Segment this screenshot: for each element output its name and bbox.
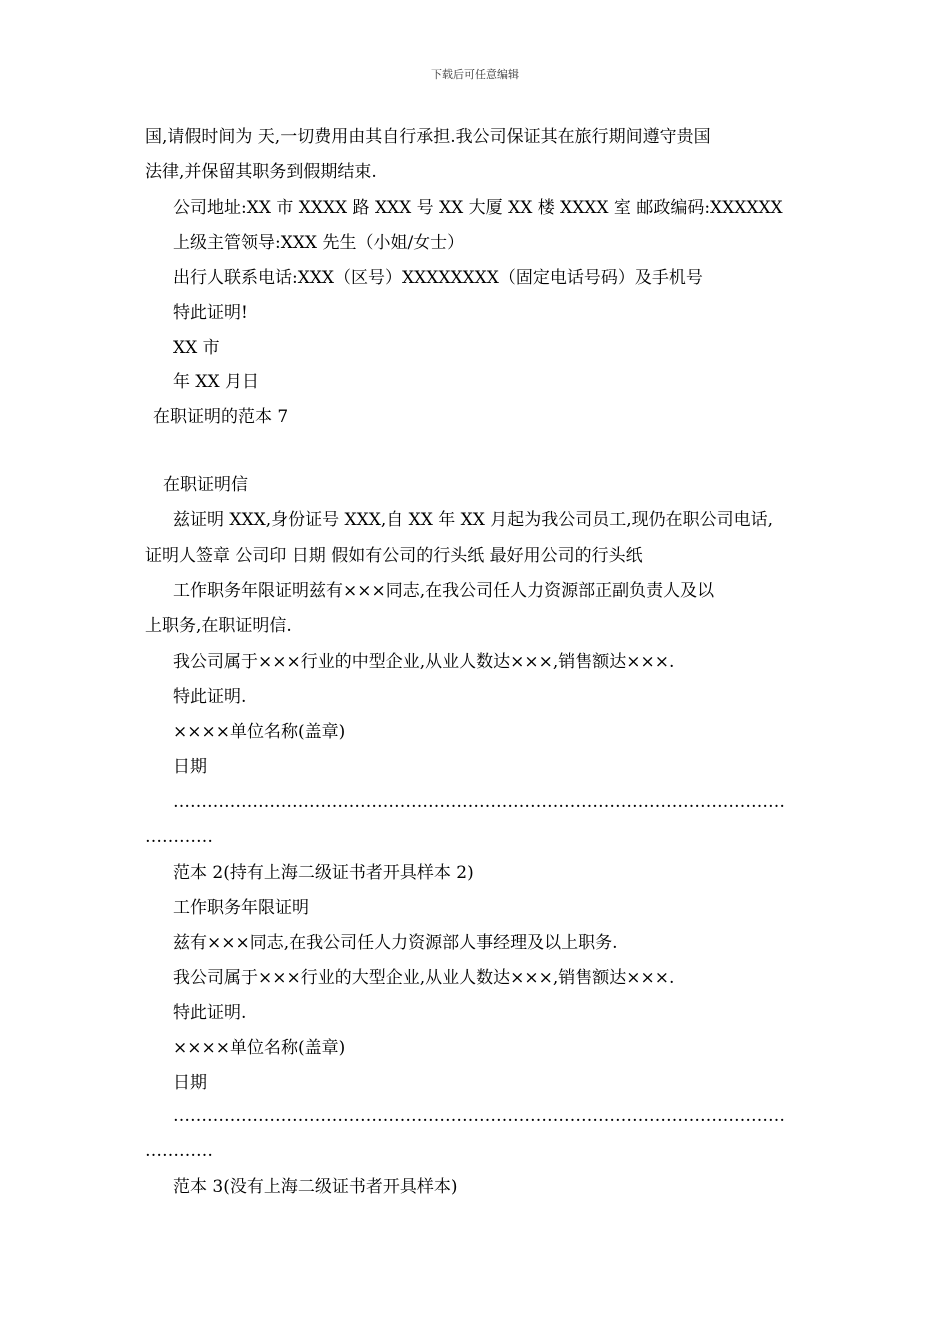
body-line: 兹有×××同志,在我公司任人力资源部人事经理及以上职务. — [173, 933, 618, 953]
dotted-separator: ………… — [145, 827, 213, 847]
body-line: 我公司属于×××行业的中型企业,从业人数达×××,销售额达×××. — [173, 652, 675, 672]
section-title: 范本 2(持有上海二级证书者开具样本 2) — [173, 863, 474, 883]
dotted-separator: ………… — [145, 1141, 213, 1161]
body-line: 上职务,在职证明信. — [145, 616, 292, 636]
body-line: 公司地址:XX 市 XXXX 路 XXX 号 XX 大厦 XX 楼 XXXX 室 邮政编码:XXXXXX — [173, 198, 783, 218]
letter-title: 工作职务年限证明 — [173, 898, 309, 918]
section-title: 在职证明的范本 7 — [153, 407, 289, 427]
dotted-separator: ……………………………………………………………………………………………… — [173, 792, 785, 812]
body-line: XX 市 — [173, 338, 220, 358]
body-line: 出行人联系电话:XXX（区号）XXXXXXXX（固定电话号码）及手机号 — [173, 268, 703, 288]
body-line: 法律,并保留其职务到假期结束. — [145, 162, 377, 182]
letter-title: 在职证明信 — [163, 475, 248, 495]
body-line: 兹证明 XXX,身份证号 XXX,自 XX 年 XX 月起为我公司员工,现仍在职公司电话, — [173, 510, 774, 530]
body-line: 工作职务年限证明兹有×××同志,在我公司任人力资源部正副负责人及以 — [173, 581, 715, 601]
body-line: 上级主管领导:XXX 先生（小姐/女士） — [173, 233, 465, 253]
dotted-separator: ……………………………………………………………………………………………… — [173, 1106, 785, 1126]
body-line: 年 XX 月日 — [173, 372, 260, 392]
body-line: 我公司属于×××行业的大型企业,从业人数达×××,销售额达×××. — [173, 968, 675, 988]
body-line: 国,请假时间为 天,一切费用由其自行承担.我公司保证其在旅行期间遵守贵国 — [145, 127, 711, 147]
body-line: ××××单位名称(盖章) — [173, 722, 346, 742]
section-title: 范本 3(没有上海二级证书者开具样本) — [173, 1177, 458, 1197]
body-line: 日期 — [173, 757, 207, 777]
body-line: 特此证明! — [173, 303, 248, 323]
body-line: ××××单位名称(盖章) — [173, 1038, 346, 1058]
body-line: 日期 — [173, 1073, 207, 1093]
body-line: 证明人签章 公司印 日期 假如有公司的行头纸 最好用公司的行头纸 — [145, 546, 643, 566]
page-header: 下载后可任意编辑 — [431, 68, 519, 81]
body-line: 特此证明. — [173, 1003, 247, 1023]
body-line: 特此证明. — [173, 687, 247, 707]
